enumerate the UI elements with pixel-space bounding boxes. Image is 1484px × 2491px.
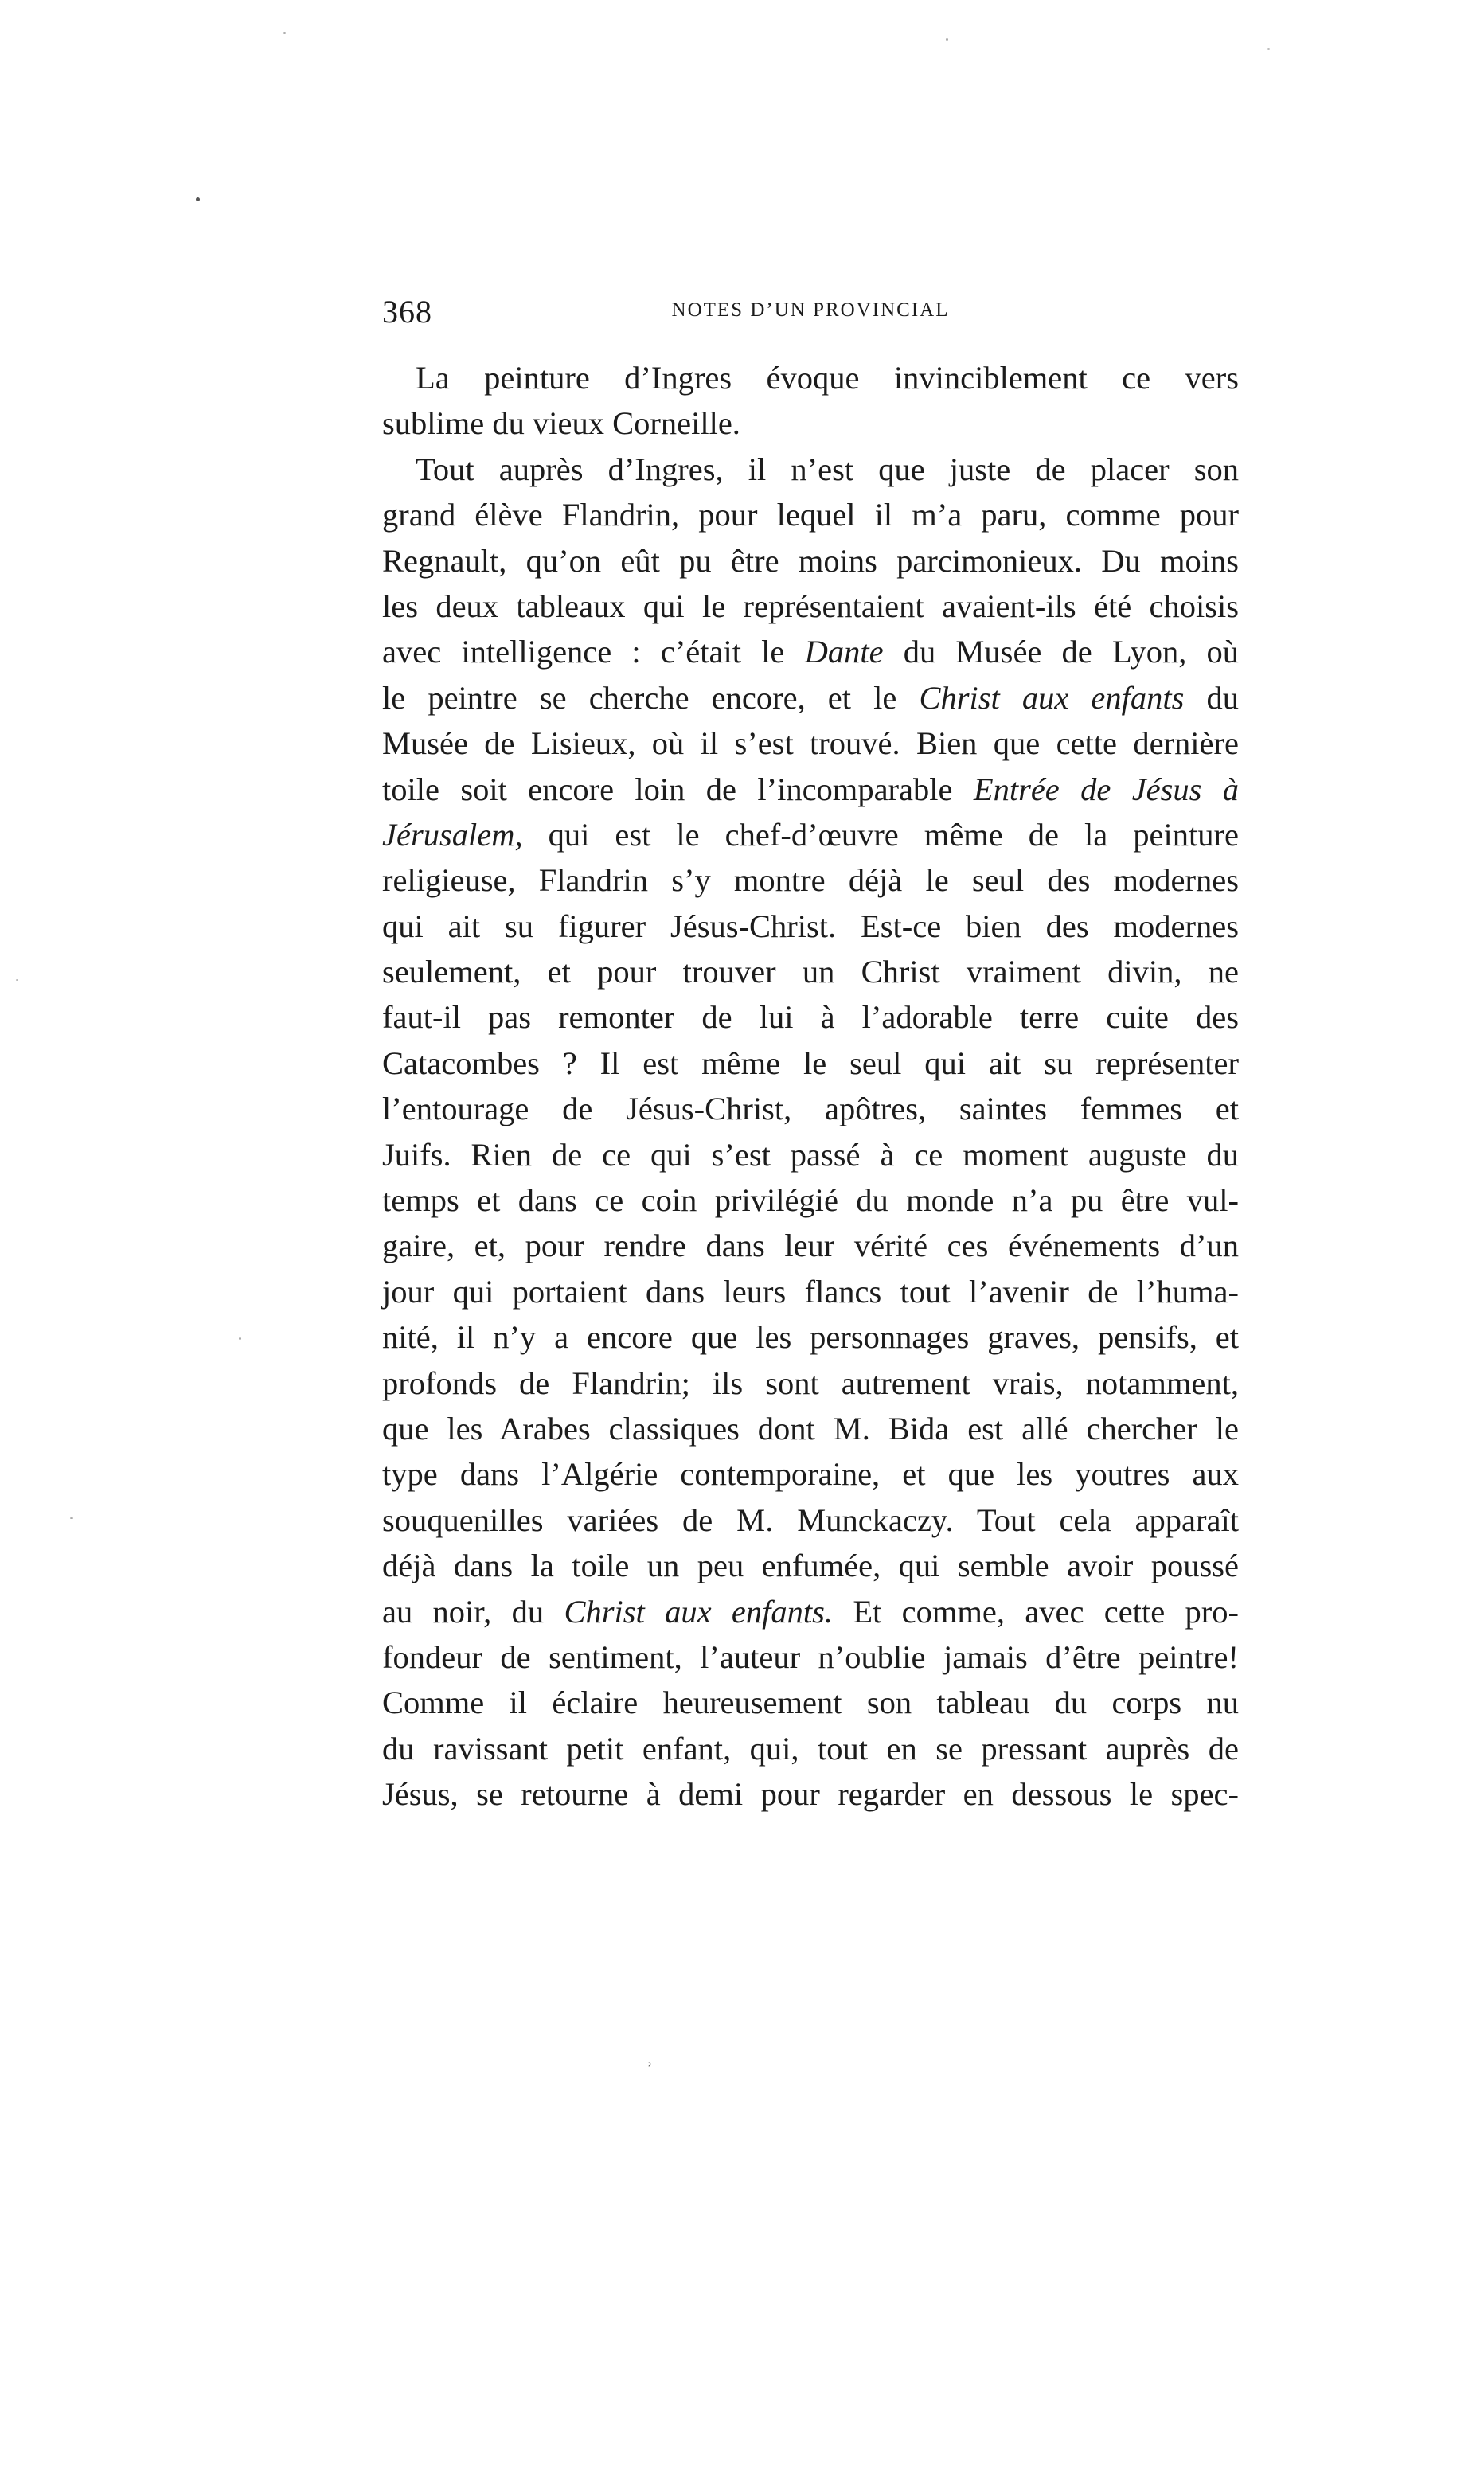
dust-speck (70, 1517, 73, 1519)
text-line (382, 812, 1239, 857)
text-line: nité, il n’y a encore que les personnages graves, pensifs, et (382, 1319, 1239, 1356)
text-line: La peinture d’Ingres évoque invinciblement ce vers (416, 360, 1239, 396)
text-line: Musée de Lisieux, où il s’est trouvé. Bien que cette dernière (382, 725, 1239, 762)
text-fragment: qui est le chef-d’œuvre même de la peinture (548, 816, 1239, 853)
text-fragment: au noir, du (382, 1593, 545, 1630)
text-line: type dans l’Algérie contemporaine, et que les youtres aux (382, 1456, 1239, 1493)
text-line: Comme il éclaire heureusement son tableau du corps nu (382, 1685, 1239, 1721)
text-line: religieuse, Flandrin s’y montre déjà le seul des modernes (382, 862, 1239, 899)
text-line: sublime du vieux Corneille. (382, 405, 740, 442)
text-line: gaire, et, pour rendre dans leur vérité ces événements d’un (382, 1228, 1239, 1264)
italic-title: Christ aux enfants (919, 679, 1185, 716)
text-line: grand élève Flandrin, pour lequel il m’a paru, comme pour (382, 497, 1239, 533)
dust-speck (946, 38, 948, 41)
text-line: temps et dans ce coin privilégié du monde n’a pu être vul- (382, 1182, 1239, 1219)
text-line: jour qui portaient dans leurs flancs tout l’avenir de l’huma- (382, 1273, 1239, 1310)
text-line: Jésus, se retourne à demi pour regarder en dessous le spec- (382, 1776, 1239, 1813)
dust-speck (16, 979, 18, 981)
running-head: NOTES D’UN PROVINCIAL (671, 299, 950, 321)
text-line: profonds de Flandrin; ils sont autrement vrais, notamment, (382, 1365, 1239, 1401)
text-line: seulement, et pour trouver un Christ vraiment divin, ne (382, 954, 1239, 990)
italic-title: Christ aux enfants. (564, 1593, 833, 1630)
dust-speck (196, 197, 200, 201)
text-line: l’entourage de Jésus-Christ, apôtres, saintes femmes et (382, 1091, 1239, 1127)
text-line: fondeur de sentiment, l’auteur n’oublie jamais d’être peintre! (382, 1638, 1239, 1675)
italic-title: Jérusalem, (382, 816, 523, 853)
text-line: Juifs. Rien de ce qui s’est passé à ce moment auguste du (382, 1136, 1239, 1173)
italic-title: Dante (804, 634, 884, 670)
body-text (382, 355, 1239, 1817)
text-fragment: toile soit encore loin de l’incomparable (382, 771, 953, 807)
text-line (382, 675, 1239, 720)
dust-speck (1267, 48, 1270, 50)
text-line (382, 767, 1239, 812)
text-fragment: du Musée de Lyon, où (903, 634, 1239, 670)
text-line (382, 629, 1239, 674)
page-number: 368 (382, 294, 432, 330)
text-line: faut-il pas remonter de lui à l’adorable terre cuite des (382, 999, 1239, 1036)
text-line: Catacombes ? Il est même le seul qui ait su représenter (382, 1044, 1239, 1081)
text-fragment: du (1206, 679, 1239, 716)
text-line: Tout auprès d’Ingres, il n’est que juste de placer son (416, 451, 1239, 487)
text-line: du ravissant petit enfant, qui, tout en se pressant auprès de (382, 1730, 1239, 1767)
text-line: qui ait su figurer Jésus-Christ. Est-ce bien des modernes (382, 908, 1239, 944)
text-fragment: le peintre se cherche encore, et le (382, 679, 897, 716)
text-line: souquenilles variées de M. Munckaczy. Tout cela apparaît (382, 1501, 1239, 1538)
text-line: que les Arabes classiques dont M. Bida est allé chercher le (382, 1410, 1239, 1447)
text-line: Regnault, qu’on eût pu être moins parcimonieux. Du moins (382, 542, 1239, 579)
page-header (382, 293, 1239, 341)
italic-title: Entrée de Jésus à (973, 771, 1240, 807)
dust-speck (239, 1337, 241, 1340)
text-line (382, 1589, 1239, 1634)
text-fragment: avec intelligence : c’était le (382, 634, 785, 670)
dust-speck (283, 32, 286, 34)
text-line: déjà dans la toile un peu enfumée, qui semble avoir poussé (382, 1548, 1239, 1584)
text-line: les deux tableaux qui le représentaient avaient-ils été choisis (382, 588, 1239, 624)
text-fragment: Et comme, avec cette pro- (853, 1593, 1240, 1630)
